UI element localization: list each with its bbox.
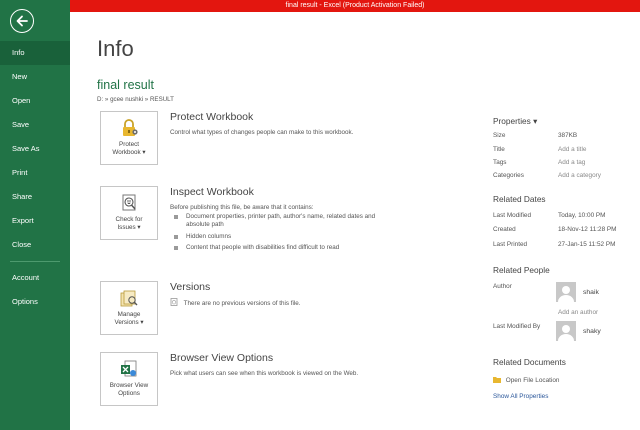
prop-value-tags[interactable]: Add a tag <box>558 159 586 166</box>
check-for-issues-button[interactable] <box>100 186 158 240</box>
nav-item-save-as[interactable]: Save As <box>12 144 40 153</box>
nav-item-new[interactable]: New <box>12 72 28 81</box>
version-history-icon <box>170 298 178 306</box>
check-for-issues-label <box>116 216 143 232</box>
nav-item-info[interactable]: Info <box>0 41 70 65</box>
date-label-created: Created <box>493 226 516 233</box>
protect-label-line-2: Workbook ▾ <box>112 149 146 156</box>
prop-label-categories: Categories <box>493 172 524 179</box>
related-dates-heading: Related Dates <box>493 194 546 204</box>
manage-versions-label <box>114 311 143 327</box>
document-name: final result <box>97 78 154 92</box>
nav-item-share[interactable]: Share <box>12 192 33 201</box>
open-file-location-link[interactable] <box>493 376 559 384</box>
browser-label-line-1: Browser View <box>109 382 149 389</box>
browser-label-line-2: Options <box>118 390 140 397</box>
page-title: Info <box>97 36 134 61</box>
inspect-label-line-1: Check for <box>115 216 143 223</box>
inspect-bullet-item: Hidden columns <box>172 233 447 241</box>
modified-by-avatar <box>556 321 576 341</box>
author-avatar <box>556 282 576 302</box>
modified-by-name[interactable]: shaky <box>583 328 601 335</box>
inspect-bullet-item: Document properties, printer path, author's name, related dates and absolute path <box>172 213 382 230</box>
nav-item-options[interactable]: Options <box>12 297 38 306</box>
browser-view-options-button[interactable] <box>100 352 158 406</box>
browser-view-description: Pick what users can see when this workbook is viewed on the Web. <box>170 370 359 377</box>
protect-label-line-1: Protect <box>119 141 139 148</box>
inspect-bullet-list <box>172 213 447 256</box>
versions-description: There are no previous versions of this file. <box>183 300 301 307</box>
inspect-bullet-item: Content that people with disabilities find difficult to read <box>172 244 447 252</box>
related-people-heading: Related People <box>493 265 550 275</box>
related-documents-heading: Related Documents <box>493 357 566 367</box>
versions-heading: Versions <box>170 281 211 293</box>
protect-workbook-label <box>112 141 145 157</box>
back-button[interactable] <box>10 9 34 33</box>
nav-item-close[interactable]: Close <box>12 240 32 249</box>
back-arrow-icon <box>15 14 29 28</box>
author-name[interactable]: shaik <box>583 289 599 296</box>
nav-item-export[interactable]: Export <box>12 216 34 225</box>
backstage-sidebar <box>0 0 70 430</box>
date-value-modified: Today, 10:00 PM <box>558 212 606 219</box>
nav-item-save[interactable]: Save <box>12 120 30 129</box>
prop-value-size: 387KB <box>558 132 578 139</box>
author-label: Author <box>493 283 512 290</box>
browser-view-heading: Browser View Options <box>170 352 274 364</box>
manage-versions-button[interactable] <box>100 281 158 335</box>
prop-label-tags: Tags <box>493 159 507 166</box>
title-bar <box>70 0 640 12</box>
protect-workbook-heading: Protect Workbook <box>170 111 254 123</box>
versions-description-row <box>170 298 301 308</box>
manage-versions-icon <box>118 287 140 309</box>
prop-value-title[interactable]: Add a title <box>558 146 587 153</box>
date-value-printed: 27-Jan-15 11:52 PM <box>558 241 616 248</box>
lock-icon <box>118 117 140 139</box>
prop-label-title: Title <box>493 146 505 153</box>
inspect-document-icon <box>118 192 140 214</box>
protect-workbook-description: Control what types of changes people can make to this workbook. <box>170 129 354 136</box>
browser-view-icon <box>118 358 140 380</box>
properties-heading[interactable]: Properties ▾ <box>493 116 538 126</box>
versions-label-line-1: Manage <box>117 311 141 318</box>
add-author-link[interactable]: Add an author <box>558 309 599 316</box>
browser-view-options-label <box>110 382 148 398</box>
window-title: final result - Excel (Product Activation Failed) <box>285 2 425 9</box>
folder-icon <box>493 376 501 383</box>
date-label-modified: Last Modified <box>493 212 532 219</box>
date-label-printed: Last Printed <box>493 241 528 248</box>
show-all-properties-link[interactable]: Show All Properties <box>493 393 549 400</box>
backstage-nav <box>0 41 70 314</box>
protect-workbook-button[interactable] <box>100 111 158 165</box>
file-path-breadcrumb[interactable]: D: » gcee nushki » RESULT <box>97 96 174 103</box>
open-file-location-label: Open File Location <box>505 377 560 384</box>
nav-item-open[interactable]: Open <box>12 96 31 105</box>
versions-label-line-2: Versions ▾ <box>114 319 144 326</box>
nav-divider <box>10 261 60 262</box>
modified-by-label: Last Modified By <box>493 323 541 330</box>
nav-item-print[interactable]: Print <box>12 168 28 177</box>
inspect-workbook-heading: Inspect Workbook <box>170 186 254 198</box>
date-value-created: 18-Nov-12 11:28 PM <box>558 226 617 233</box>
prop-label-size: Size <box>493 132 506 139</box>
prop-value-categories[interactable]: Add a category <box>558 172 601 179</box>
info-pane <box>70 12 640 430</box>
inspect-workbook-description: Before publishing this file, be aware that it contains: <box>170 204 314 211</box>
inspect-label-line-2: Issues ▾ <box>117 224 141 231</box>
nav-item-account[interactable]: Account <box>12 273 40 282</box>
